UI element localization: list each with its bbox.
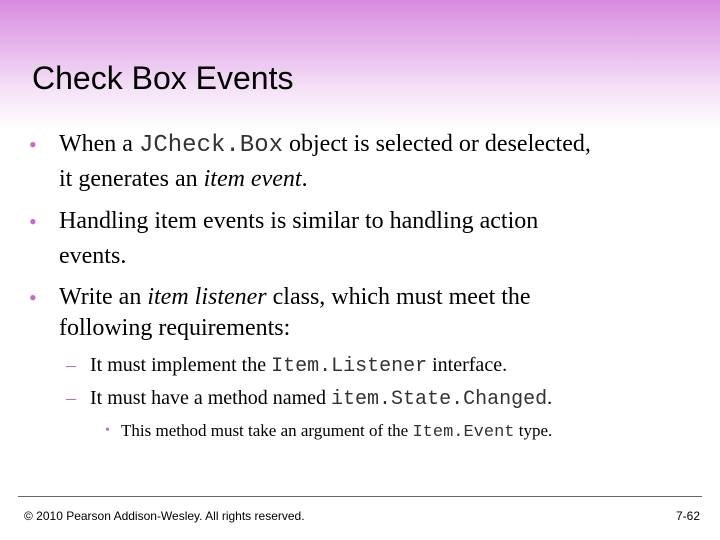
- sub-bullet-text: interface.: [427, 354, 508, 376]
- bullet-text: it generates an: [59, 166, 204, 192]
- bullet-item-3: [29, 280, 679, 315]
- footer-page-number: 7-62: [675, 509, 700, 523]
- bullet-text: Write an: [59, 284, 148, 310]
- code-term: item.State.Changed: [331, 388, 548, 411]
- bullet-text: class, which must meet the: [266, 284, 531, 310]
- bullet-icon: •: [29, 285, 37, 310]
- bullet-icon: •: [29, 132, 37, 157]
- sub-bullet-text: It must implement the: [90, 354, 272, 376]
- slide-title: Check Box Events: [32, 60, 294, 96]
- bullet-item-2-continuation: [59, 239, 679, 274]
- sub-bullet-text: .: [547, 387, 553, 409]
- code-term: Item.Event: [412, 423, 515, 442]
- emphasis-term: item listener: [147, 284, 267, 310]
- sub-bullet-text: It must have a method named: [90, 387, 332, 409]
- dash-icon: –: [66, 387, 76, 409]
- bullet-item-1: [29, 127, 679, 163]
- bullet-text: Handling item events is similar to handling action: [59, 208, 539, 234]
- bullet-text: events.: [59, 243, 127, 269]
- bullet-item-1-continuation: [59, 162, 679, 197]
- dash-icon: –: [66, 354, 76, 376]
- sub-bullet-item-1: [66, 350, 690, 382]
- bullet-item-2: [29, 204, 679, 239]
- footer-divider: [18, 496, 702, 497]
- sub-sub-bullet-item: [105, 418, 701, 446]
- sub-sub-bullet-text: type.: [514, 421, 553, 440]
- code-term: Item.Listener: [271, 355, 428, 378]
- footer-copyright: © 2010 Pearson Addison-Wesley. All rights reserved.: [24, 509, 305, 523]
- bullet-icon: •: [29, 209, 37, 234]
- bullet-icon: •: [105, 423, 110, 438]
- bullet-text: following requirements:: [59, 315, 291, 341]
- bullet-text: When a: [59, 131, 139, 157]
- emphasis-term: item event: [203, 166, 302, 192]
- sub-sub-bullet-text: This method must take an argument of the: [121, 421, 413, 440]
- bullet-item-3-continuation: [59, 311, 679, 346]
- bullet-text: object is selected or deselected,: [283, 131, 591, 157]
- sub-bullet-item-2: [66, 383, 690, 415]
- bullet-text: .: [301, 166, 308, 192]
- code-term: JCheck.Box: [138, 132, 283, 159]
